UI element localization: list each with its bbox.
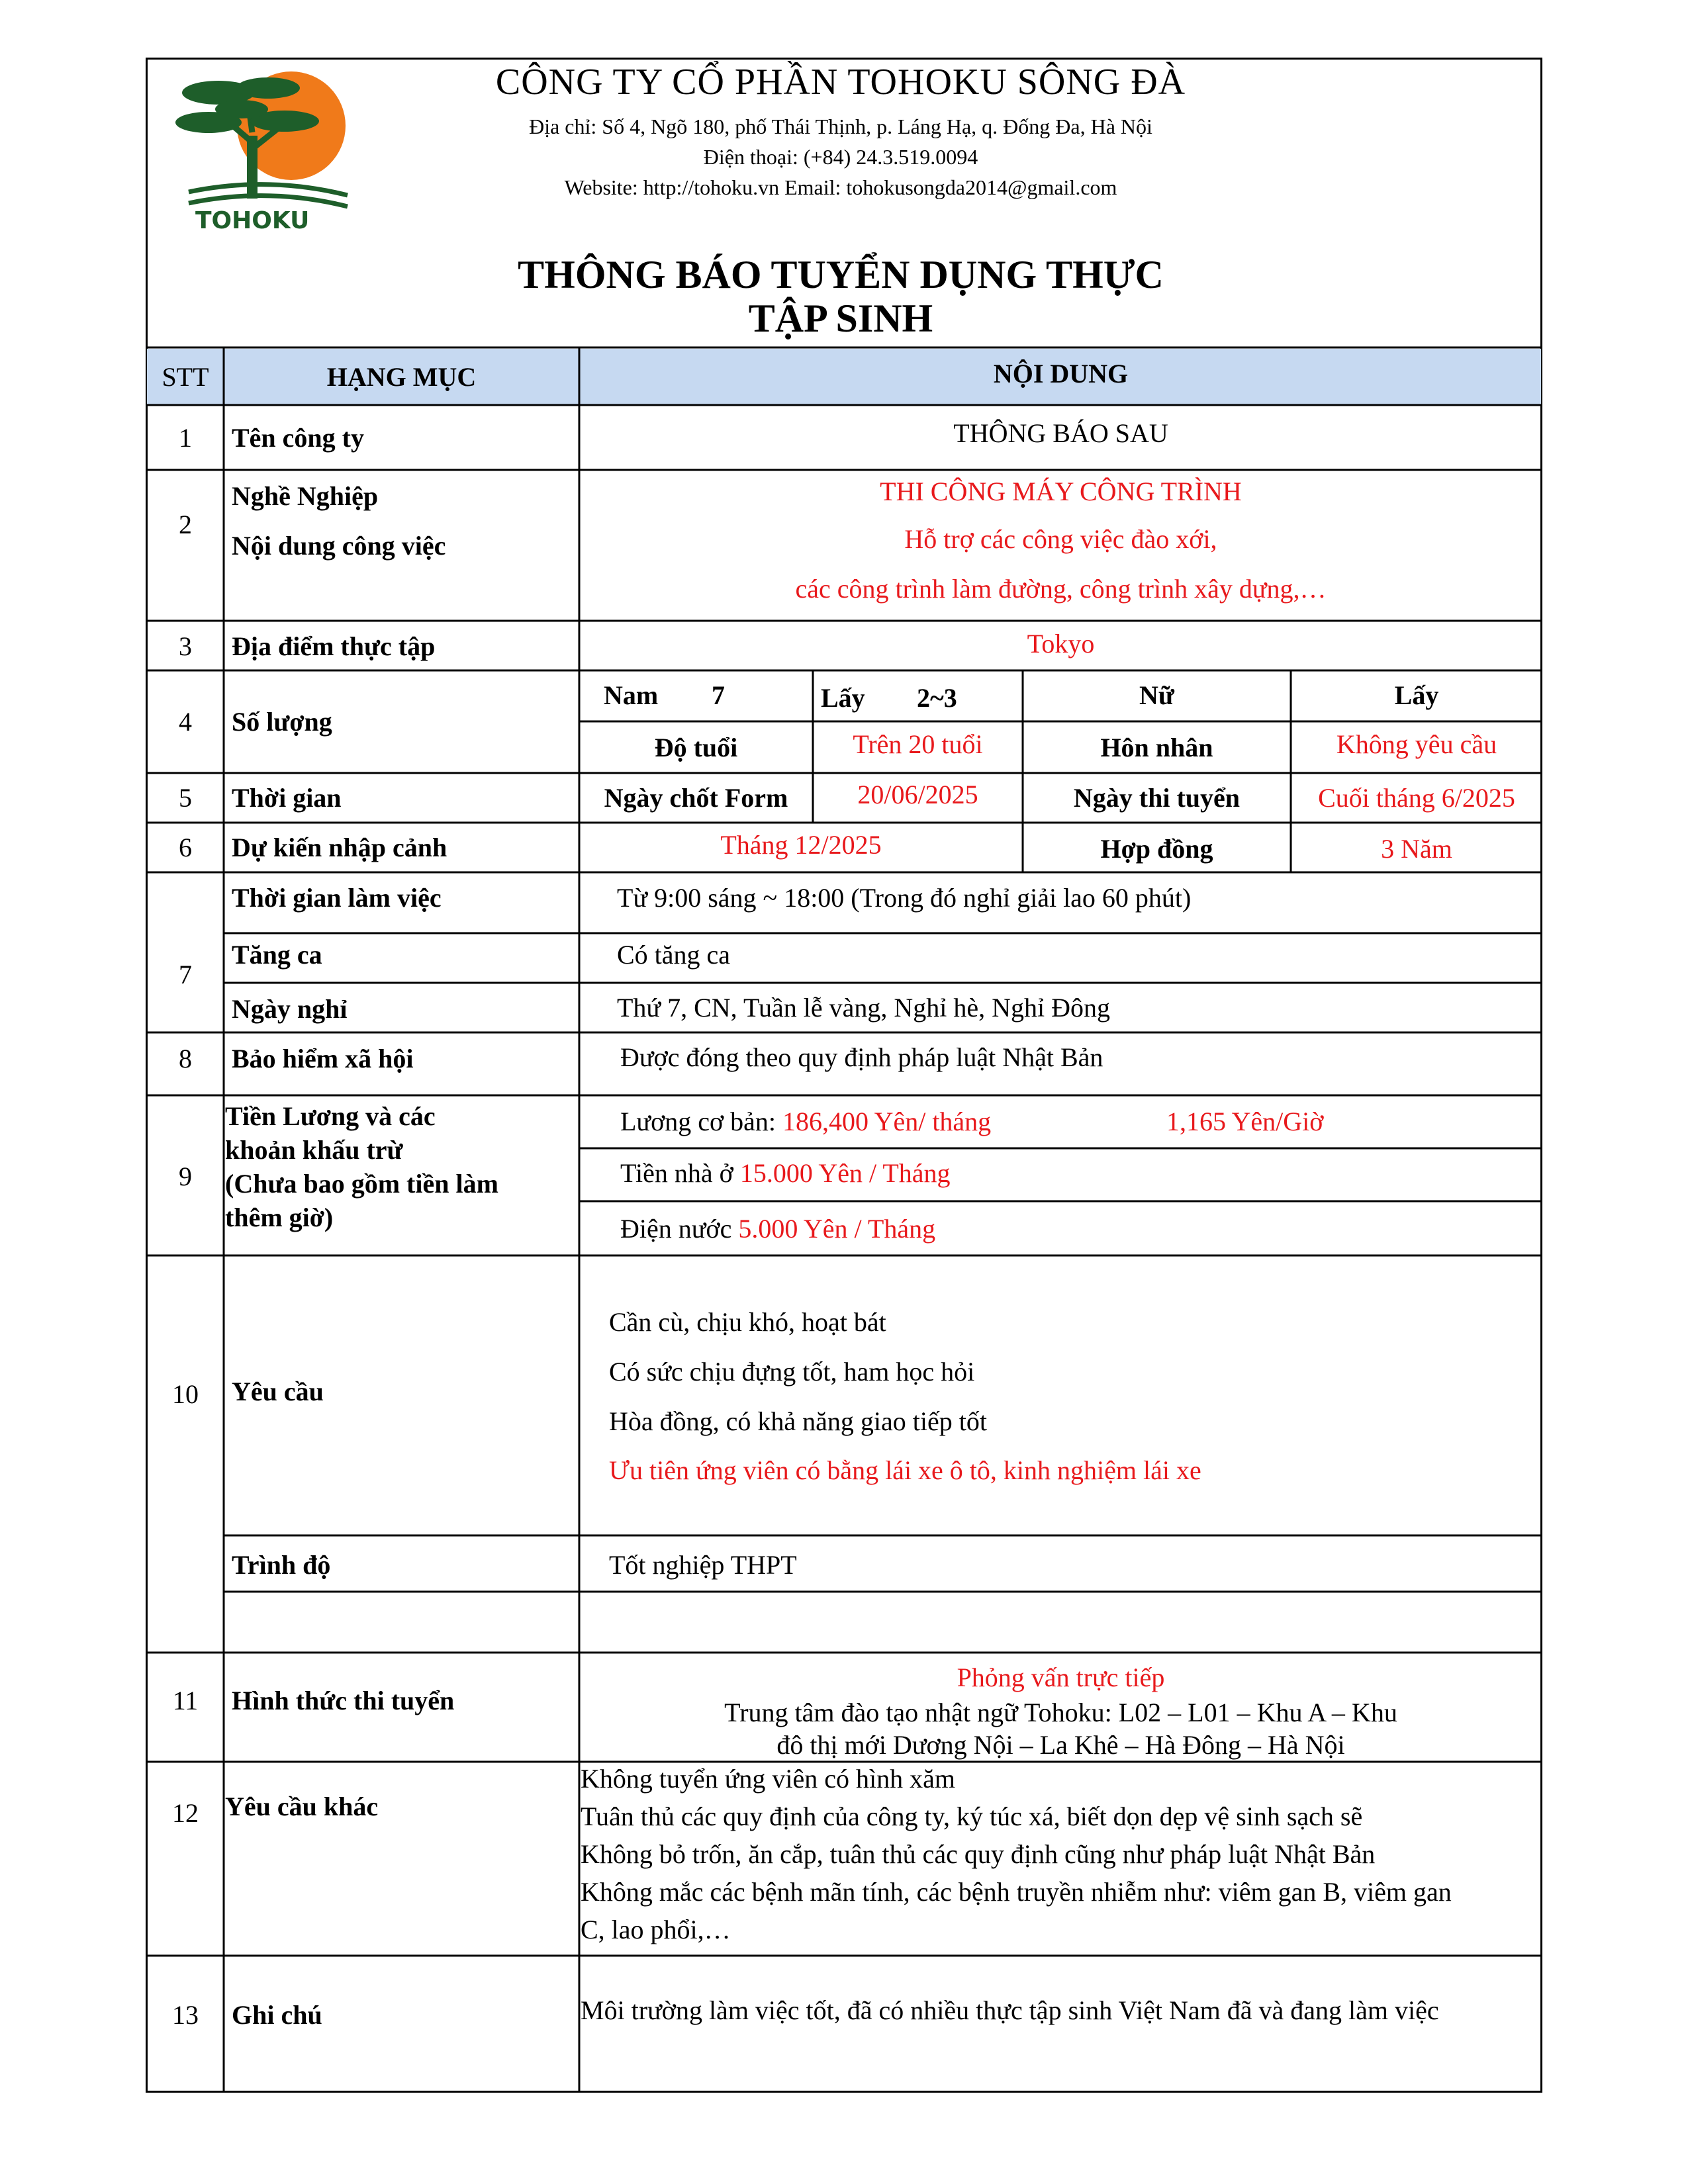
salary-label-line-2: khoản khấu trừ	[225, 1135, 403, 1165]
row-5-stt: 5	[179, 783, 192, 813]
row-7-stt: 7	[179, 960, 192, 989]
salary-label-line-1: Tiền Lương và các	[225, 1101, 436, 1131]
requirements-label: Yêu cầu	[232, 1377, 324, 1406]
company-web-email: Website: http://tohoku.vn Email: tohokusongda2014@gmail.com	[564, 175, 1117, 199]
row-13-stt: 13	[172, 2000, 199, 2030]
other-requirement-1: Không tuyển ứng viên có hình xăm	[581, 1764, 956, 1794]
requirement-2: Có sức chịu đựng tốt, ham học hỏi	[609, 1357, 975, 1387]
take-count: 2~3	[917, 683, 957, 713]
row-3-label: Địa điểm thực tập	[232, 631, 436, 661]
age-label: Độ tuổi	[654, 733, 738, 762]
row-9-stt: 9	[179, 1161, 192, 1191]
header-content: NỘI DUNG	[993, 359, 1129, 388]
row-3-value: Tokyo	[1027, 629, 1095, 659]
base-salary-label: Lương cơ bản:	[620, 1107, 783, 1136]
row-10-stt: 10	[172, 1379, 199, 1409]
row-2-value-2: Hỗ trợ các công việc đào xới,	[904, 524, 1217, 554]
age-value: Trên 20 tuổi	[853, 729, 983, 759]
row-2-value-1: THI CÔNG MÁY CÔNG TRÌNH	[880, 477, 1242, 506]
company-phone: Điện thoại: (+84) 24.3.519.0094	[703, 145, 978, 169]
base-salary	[620, 1105, 991, 1138]
female-label: Nữ	[1139, 680, 1174, 710]
salary-label-line-4: thêm giờ)	[225, 1203, 334, 1232]
row-2-stt: 2	[179, 510, 192, 539]
row-2-value-3: các công trình làm đường, công trình xây dựng,…	[795, 574, 1327, 604]
contract-value: 3 Năm	[1381, 834, 1452, 864]
housing-fee-label: Tiền nhà ở	[620, 1158, 740, 1188]
utility-fee	[620, 1212, 935, 1246]
education-label: Trình độ	[232, 1550, 331, 1580]
base-salary-value: 186,400 Yên/ tháng	[782, 1107, 992, 1136]
row-1-value: THÔNG BÁO SAU	[953, 418, 1168, 448]
female-take-label: Lấy	[1394, 680, 1439, 710]
row-2-label-2: Nội dung công việc	[232, 531, 446, 561]
row-12-stt: 12	[172, 1798, 199, 1828]
header-category: HẠNG MỤC	[326, 362, 477, 392]
requirement-4: Ưu tiên ứng viên có bằng lái xe ô tô, kinh nghiệm lái xe	[609, 1455, 1201, 1485]
company-name: CÔNG TY CỔ PHẦN TOHOKU SÔNG ĐÀ	[495, 62, 1186, 103]
row-5-label: Thời gian	[232, 783, 342, 813]
header-stt: STT	[162, 362, 209, 392]
entry-date-value: Tháng 12/2025	[720, 830, 882, 860]
requirement-1: Cần cù, chịu khó, hoạt bát	[609, 1307, 886, 1337]
title-line-2: TẬP SINH	[748, 296, 933, 340]
row-4-stt: 4	[179, 707, 192, 737]
title-line-1: THÔNG BÁO TUYỂN DỤNG THỰC	[518, 253, 1164, 296]
row-11-stt: 11	[172, 1686, 199, 1715]
interview-location-line-2: đô thị mới Dương Nội – La Khê – Hà Đông – Hà Nội	[776, 1730, 1345, 1760]
take-label: Lấy	[821, 683, 865, 713]
row-12-label: Yêu cầu khác	[225, 1792, 379, 1821]
row-8-stt: 8	[179, 1044, 192, 1073]
overtime-value: Có tăng ca	[617, 940, 731, 970]
marriage-value: Không yêu cầu	[1336, 729, 1497, 759]
overtime-label: Tăng ca	[232, 940, 322, 970]
row-8-value: Được đóng theo quy định pháp luật Nhật Bản	[620, 1042, 1103, 1072]
row-4-label: Số lượng	[232, 707, 332, 737]
marriage-label: Hôn nhân	[1100, 733, 1213, 762]
row-6-label: Dự kiến nhập cảnh	[232, 833, 447, 862]
housing-fee-value: 15.000 Yên / Tháng	[739, 1158, 951, 1188]
other-requirement-3: Không bỏ trốn, ăn cắp, tuân thủ các quy định cũng như pháp luật Nhật Bản	[581, 1839, 1376, 1869]
row-3-stt: 3	[179, 631, 192, 661]
exam-date-value: Cuối tháng 6/2025	[1318, 783, 1515, 813]
other-requirement-4: Không mắc các bệnh mãn tính, các bệnh truyền nhiễm như: viêm gan B, viêm gan	[581, 1877, 1452, 1907]
housing-fee	[620, 1157, 951, 1190]
working-time-value: Từ 9:00 sáng ~ 18:00 (Trong đó nghỉ giải lao 60 phút)	[617, 883, 1192, 913]
row-2-label-1: Nghề Nghiệp	[232, 481, 379, 511]
interview-method: Phỏng vấn trực tiếp	[957, 1662, 1165, 1692]
salary-label-line-3: (Chưa bao gồm tiền làm	[225, 1169, 498, 1199]
interview-location-line-1: Trung tâm đào tạo nhật ngữ Tohoku: L02 – L01 – Khu A – Khu	[724, 1698, 1397, 1727]
row-1-stt: 1	[179, 423, 192, 453]
days-off-label: Ngày nghỉ	[232, 994, 348, 1024]
row-13-value: Môi trường làm việc tốt, đã có nhiều thực tập sinh Việt Nam đã và đang làm việc	[581, 1995, 1439, 2025]
other-requirement-5: C, lao phổi,…	[581, 1915, 731, 1944]
other-requirement-2: Tuân thủ các quy định của công ty, ký túc xá, biết dọn dẹp vệ sinh sạch sẽ	[581, 1801, 1363, 1831]
row-13-label: Ghi chú	[232, 2000, 322, 2030]
form-deadline-value: 20/06/2025	[857, 780, 978, 809]
hourly-wage-value: 1,165 Yên/Giờ	[1166, 1107, 1324, 1136]
days-off-value: Thứ 7, CN, Tuần lễ vàng, Nghỉ hè, Nghỉ Đông	[617, 993, 1110, 1023]
working-time-label: Thời gian làm việc	[232, 883, 442, 913]
requirement-3: Hòa đồng, có khả năng giao tiếp tốt	[609, 1406, 987, 1436]
row-8-label: Bảo hiểm xã hội	[232, 1044, 414, 1073]
form-deadline-label: Ngày chốt Form	[604, 783, 788, 813]
exam-date-label: Ngày thi tuyển	[1073, 783, 1241, 813]
contract-label: Hợp đồng	[1100, 834, 1213, 864]
row-6-stt: 6	[179, 833, 192, 862]
education-value: Tốt nghiệp THPT	[609, 1550, 797, 1580]
male-count: 7	[712, 680, 725, 710]
row-1-label: Tên công ty	[232, 423, 364, 453]
logo-text: TOHOKU	[195, 207, 310, 234]
utility-fee-value: 5.000 Yên / Tháng	[738, 1214, 936, 1244]
row-11-label: Hình thức thi tuyển	[232, 1686, 455, 1715]
male-label: Nam	[604, 680, 659, 710]
utility-fee-label: Điện nước	[620, 1214, 739, 1244]
company-address: Địa chỉ: Số 4, Ngõ 180, phố Thái Thịnh, p. Láng Hạ, q. Đống Đa, Hà Nội	[529, 114, 1152, 138]
